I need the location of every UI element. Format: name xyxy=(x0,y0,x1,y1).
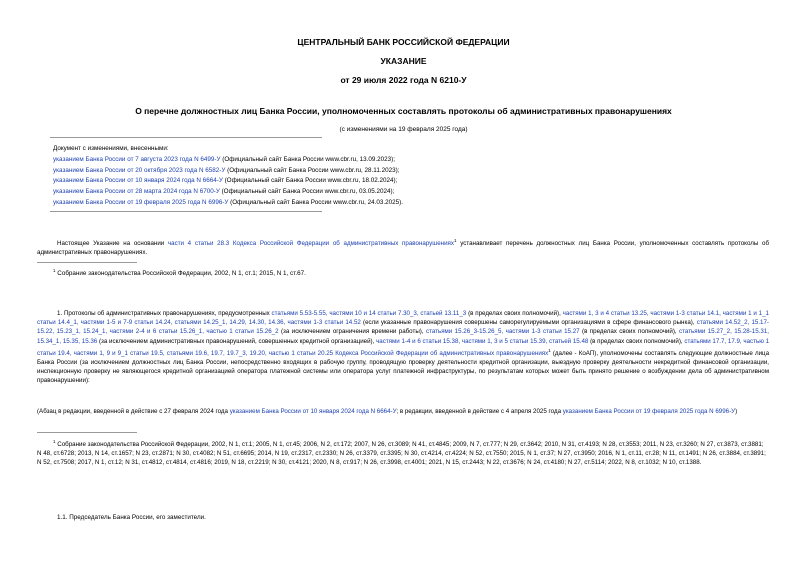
amendment-link[interactable]: указанием Банка России от 19 февраля 2025 года N 6996-У xyxy=(562,408,736,415)
article-link[interactable]: статьями 17.7, 17.9, частью 1 статьи 19.4, частями 1, 9 и 9_1 статьи 19.5, статьями 19.6, 19.7, 19.7_3, 19.20, частью 1 статьи 20.25 Кодекса Российской Федерации об административных правонарушениях xyxy=(37,337,770,357)
amendment-item: указанием Банка России от 28 марта 2024 года N 6700-У (Официальный сайт Банка России www.cbr.ru, 03.05.2024); xyxy=(53,188,395,195)
amendment-link[interactable]: указанием Банка России от 28 марта 2024 года N 6700-У xyxy=(53,188,220,195)
amendment-link[interactable]: указанием Банка России от 10 января 2024 года N 6664-У xyxy=(229,408,397,415)
amendment-link[interactable]: указанием Банка России от 7 августа 2023 года N 6499-У xyxy=(53,156,221,163)
amendment-item: указанием Банка России от 20 октября 2023 года N 6582-У (Официальный сайт Банка России www.cbr.ru, 28.11.2023); xyxy=(53,167,400,174)
koap-link[interactable]: части 4 статьи 28.3 Кодекса Российской Федерации об административных правонарушениях xyxy=(167,240,454,248)
article-link[interactable]: частями 1-4 и 6 статьи 15.38, частями 1, 3 и 5 статьи 15.39, статьей 15.48 xyxy=(376,337,589,345)
intro-paragraph: Настоящее Указание на основании части 4 статьи 28.3 Кодекса Российской Федерации об административных правонарушениях$^1$ устанавливает перечень должностных лиц Банка России, уполномоченных составлять протоколы об административных правонарушениях. xyxy=(37,238,769,257)
amendments-intro: Документ с изменениями, внесенными: xyxy=(53,145,169,152)
amendment-item: указанием Банка России от 10 января 2024 года N 6664-У (Официальный сайт Банка России www.cbr.ru, 18.02.2024); xyxy=(53,177,398,184)
article-link[interactable]: статьями 15.27_2, 15.28-15.31, 15.34_1, 15.35, 15.36 xyxy=(37,328,769,345)
footnote-divider xyxy=(37,262,137,263)
item-1-1: 1.1. Председатель Банка России, его заместители. xyxy=(57,514,206,521)
doc-title: О перечне должностных лиц Банка России, уполномоченных составлять протоколы об административных правонарушениях xyxy=(135,106,672,116)
doc-type: УКАЗАНИЕ xyxy=(380,56,427,66)
amendment-link[interactable]: указанием Банка России от 10 января 2024 года N 6664-У xyxy=(53,177,223,184)
amendment-item: указанием Банка России от 7 августа 2023 года N 6499-У (Официальный сайт Банка России www.cbr.ru, 13.09.2023); xyxy=(53,156,396,163)
article-link[interactable]: статьями 14.52_2, 15.17-15.22, 15.23_1, 15.24_1, частями 2-4 и 6 статьи 15.26_1, частью 1 статьи 15.26_2 xyxy=(37,319,769,336)
amendment-link[interactable]: указанием Банка России от 20 октября 2023 года N 6582-У xyxy=(53,167,226,174)
divider xyxy=(50,211,322,212)
divider xyxy=(50,137,322,138)
footnote-divider xyxy=(37,432,137,433)
amendment-item: указанием Банка России от 19 февраля 2025 года N 6996-У (Официальный сайт Банка России www.cbr.ru, 24.03.2025). xyxy=(53,199,403,206)
paragraph-1: 1. Протоколы об административных правонарушениях, предусмотренных статьями 5.53-5.55, частями 10 и 14 статьи 7.30_3, статьей 13.11_3 (в пределах своих полномочий), частями 1, 3 и 4 статьи 13.25, частями 1-3 статьи 14.1, частями 1 и 1_1 статьи 14.4_1, частями 1-5 и 7-9 статьи 14.24, статьями 14.25_1, 14.29, 14.30, 14.36, частями 1-3 статьи 14.52 (если указанные правонарушения совершены саморегулируемыми организациями в сфере финансового рынка), статьями 14.52_2, 15.17-15.22, 15.23_1, 15.24_1, частями 2-4 и 6 статьи 15.26_1, частью 1 статьи 15.26_2 (за исключением ограничения времени работы), статьями 15.26_3-15.26_5, частями 1-3 статьи 15.27 (в пределах своих полномочий), статьями 15.27_2, 15.28-15.31, 15.34_1, 15.35, 15.36 (за исключением административных правонарушений, совершенных кредитной организацией), частями 1-4 и 6 статьи 15.38, частями 1, 3 и 5 статьи 15.39, статьей 15.48 (в пределах своих полномочий), статьями 17.7, 17.9, частью 1 статьи 19.4, частями 1, 9 и 9_1 статьи 19.5, статьями 19.6, 19.7, 19.7_3, 19.20, частью 1 статьи 20.25 Кодекса Российской Федерации об административных правонарушениях$^1$ (далее - КоАП), уполномочены составлять следующие должностные лица Банка России (за исключением должностных лиц Банка России, непосредственно входящих в рабочую группу, проводящую проверку деятельности кредитной организации, выездную проверку деятельности некредитной финансовой организации, инспекционную проверку не являющегося кредитной организацией оператора платежной системы или оператора услуг платежной инфраструктуры, по результатам которых может быть принято решение о возбуждении дела об административном правонарушении): xyxy=(37,310,770,385)
changes-note: (с изменениями на 19 февраля 2025 года) xyxy=(339,126,468,133)
doc-date: от 29 июля 2022 года N 6210-У xyxy=(340,75,467,85)
footnote-2: $^1$ Собрание законодательства Российской Федерации, 2002, N 1, ст.1; 2005, N 1, ст.45; 2006, N 2, ст.172; 2007, N 26, ст.3089; N 41, ст.4845; 2009, N 7, ст.777; N 29, ст.3642; 2010, N 31, ст.4193; N 28, ст.3553; 2011, N 23, ст.3260; N 27, ст.3873, ст.3881; N 48, ст.6728; 2013, N 14, ст.1657; N 23, ст.2871; N 30, ст.4082; N 51, ст.6695; 2014, N 19, ст.2317, ст.2330; N 26, ст.3379, ст.3395; N 30, ст.4214, ст.4224; N 52, ст.7550; 2015, N 1, ст.37; N 27, ст.3950; 2016, N 1, ст.11, ст.28; N 11, ст.1491; N 26, ст.3884, ст.3891; N 52, ст.7508; 2017, N 1, ст.12; N 31, ст.4812, ст.4814, ст.4816; 2019, N 18, ст.2219; N 30, ст.4121; 2020, N 8, ст.917; N 26, ст.3998, ст.4001; 2021, N 15, ст.2443; N 22, ст.3676; N 24, ст.4180; N 27, ст.5114; 2022, N 8, ст.1032; N 10, ст.1388. xyxy=(37,439,766,467)
article-link[interactable]: частями 1, 3 и 4 статьи 13.25, частями 1-3 статьи 14.1, частями 1 и 1_1 статьи 14.4_1, частями 1-5 и 7-9 статьи 14.24, статьями 14.25_1, 14.29, 14.30, 14.36, частями 1-3 статьи 14.52 xyxy=(37,310,769,327)
amendment-link[interactable]: указанием Банка России от 19 февраля 2025 года N 6996-У xyxy=(53,199,229,206)
footnote-1: $^1$ Собрание законодательства Российской Федерации, 2002, N 1, ст.1; 2015, N 1, ст.67. xyxy=(53,268,306,278)
bank-title: ЦЕНТРАЛЬНЫЙ БАНК РОССИЙСКОЙ ФЕДЕРАЦИИ xyxy=(297,37,510,47)
article-link[interactable]: статьями 15.26_3-15.26_5, частями 1-3 статьи 15.27 xyxy=(425,328,580,336)
article-link[interactable]: статьями 5.53-5.55, частями 10 и 14 статьи 7.30_3, статьей 13.11_3 xyxy=(271,310,467,317)
edit-note: (Абзац в редакции, введенной в действие с 27 февраля 2024 года указанием Банка России от 10 января 2024 года N 6664-У; в редакции, введенной в действие с 4 апреля 2025 года указанием Банка России от 19 февраля 2025 года N 6996-У) xyxy=(37,408,738,415)
